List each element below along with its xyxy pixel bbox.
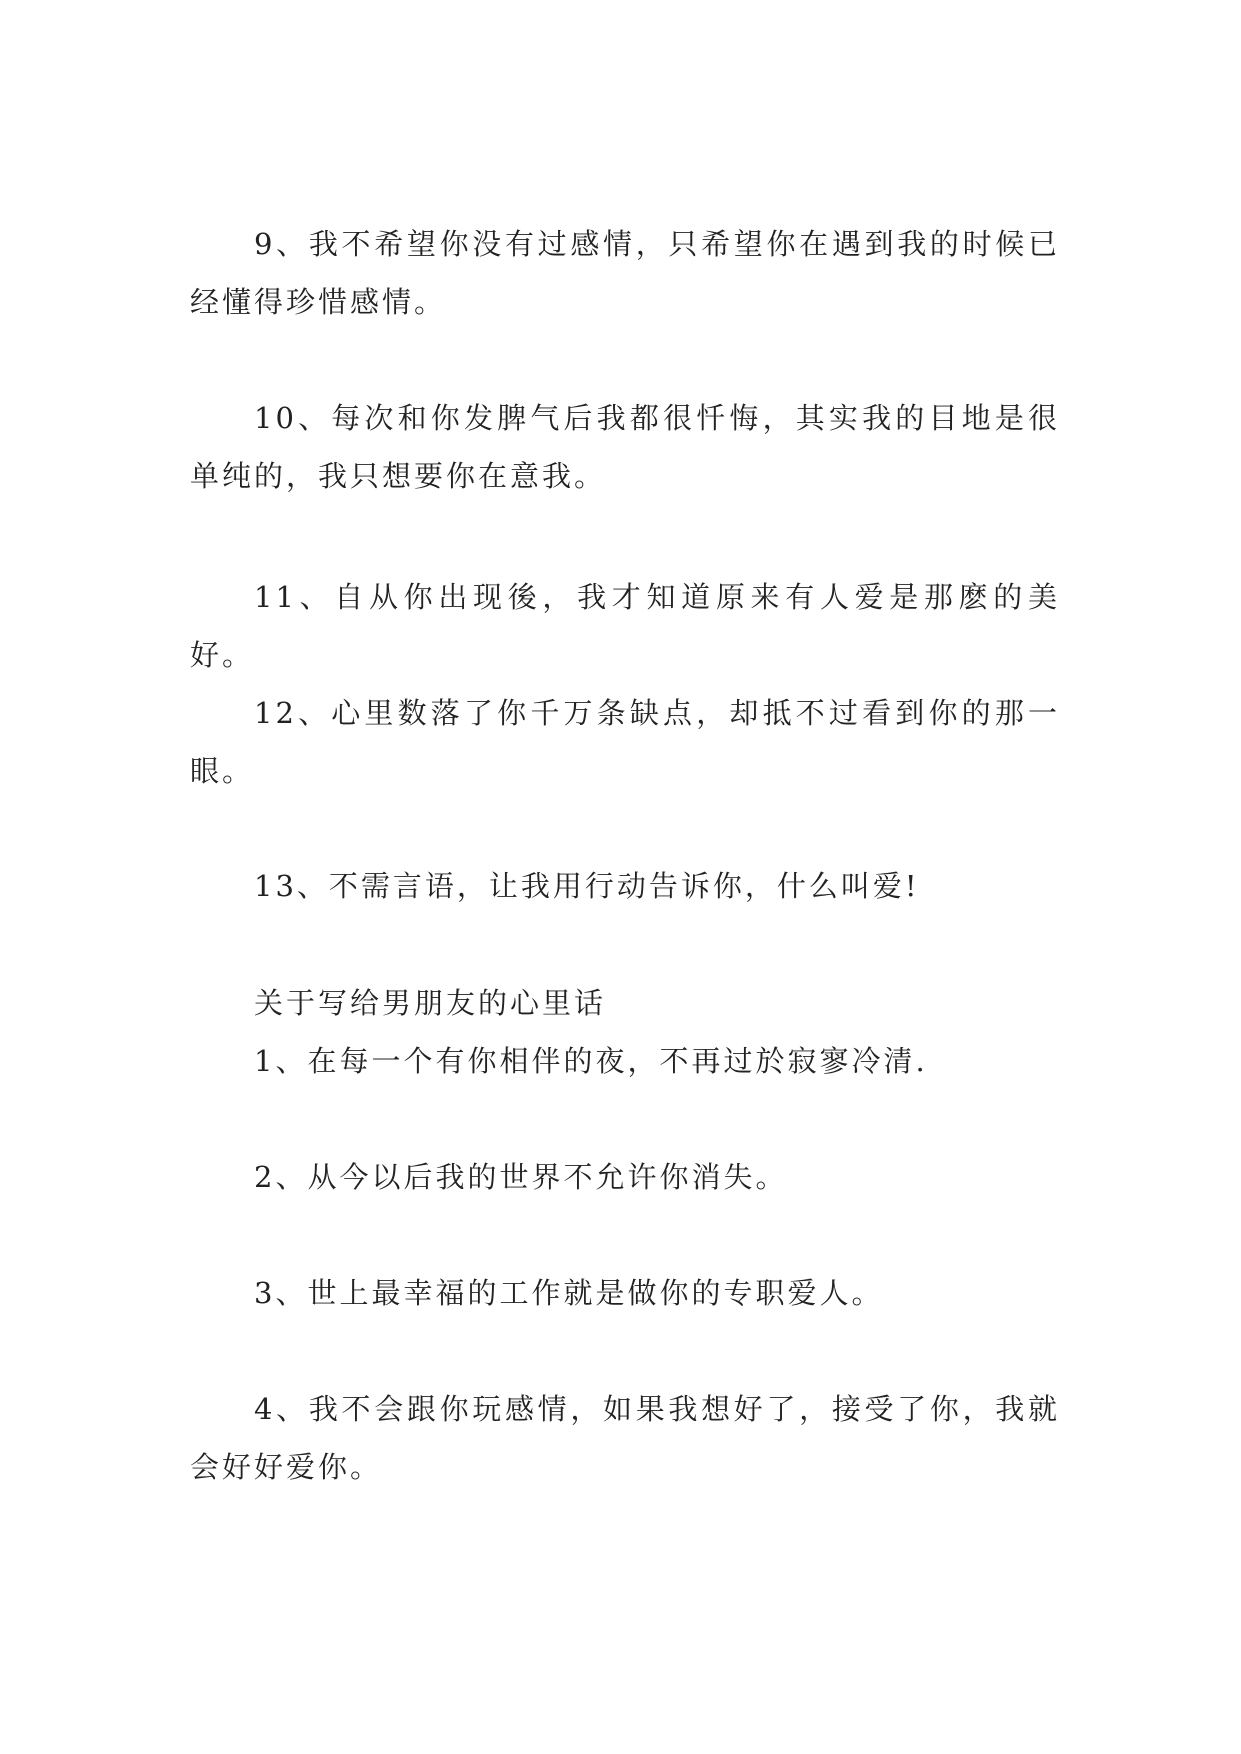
paragraph-item-3: 3、世上最幸福的工作就是做你的专职爱人。 [254,1276,884,1310]
paragraph-item-1: 1、在每一个有你相伴的夜，不再过於寂寥冷清. [254,1044,928,1078]
section-heading: 关于写给男朋友的心里话 [254,986,607,1020]
paragraph-item-12: 12、心里数落了你千万条缺点，却抵不过看到你的那一眼。 [190,696,1060,788]
paragraph-item-10: 10、每次和你发脾气后我都很忏悔，其实我的目地是很单纯的，我只想要你在意我。 [190,401,1060,493]
paragraph-item-11: 11、自从你出现後，我才知道原来有人爱是那麽的美好。 [190,580,1060,672]
paragraph-item-13: 13、不需言语，让我用行动告诉你，什么叫爱! [254,869,920,903]
paragraph-item-2: 2、从今以后我的世界不允许你消失。 [254,1160,788,1194]
paragraph-item-4: 4、我不会跟你玩感情，如果我想好了，接受了你，我就会好好爱你。 [190,1392,1060,1484]
paragraph-item-9: 9、我不希望你没有过感情，只希望你在遇到我的时候已经懂得珍惜感情。 [190,227,1060,319]
